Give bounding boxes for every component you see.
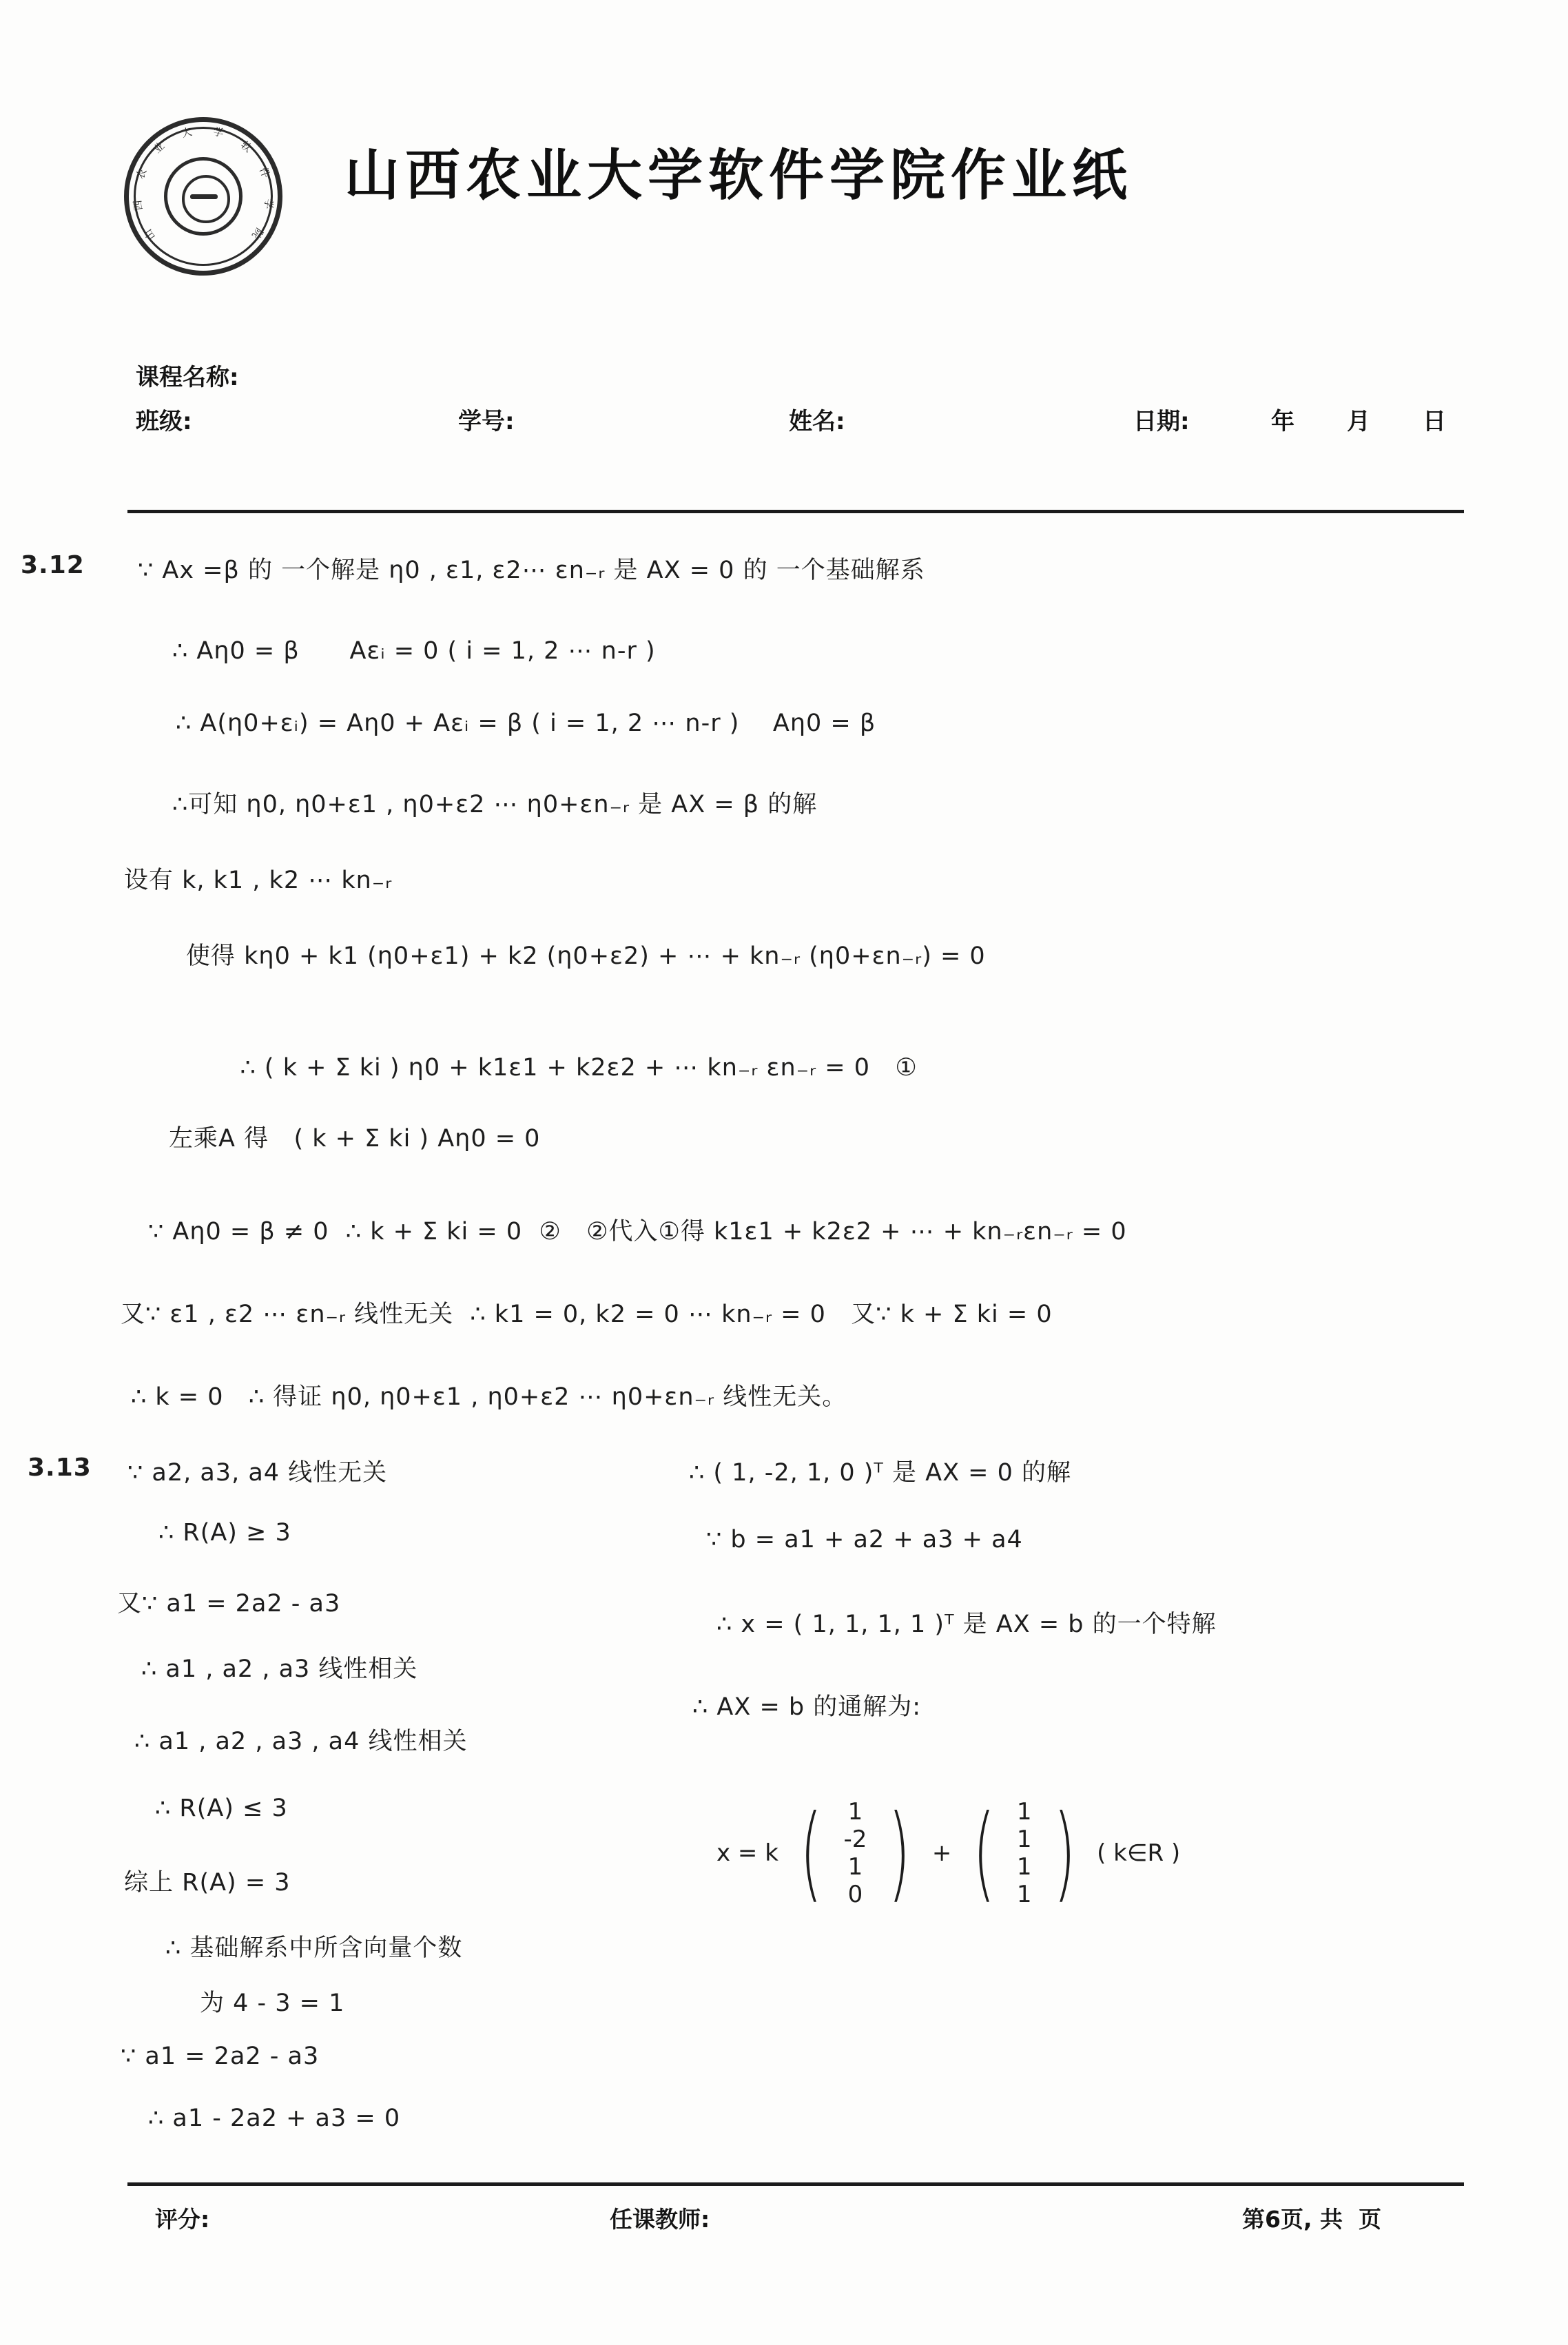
hw-313-left-line-4: ∴ a1 , a2 , a3 , a4 线性相关 bbox=[134, 1728, 468, 1755]
student-id-label: 学号: bbox=[458, 408, 515, 435]
vector1-entry-3: 0 bbox=[847, 1881, 863, 1909]
page-suffix: 页 bbox=[1359, 2206, 1381, 2233]
hw-312-line-1: ∴ Aη0 = β Aεᵢ = 0 ( i = 1, 2 ⋯ n-r ) bbox=[172, 637, 656, 665]
vector1-entry-1: -2 bbox=[843, 1826, 867, 1854]
general-solution-expression bbox=[716, 1793, 1181, 1914]
hw-312-line-8: ∵ Aη0 = β ≠ 0 ∴ k + Σ ki = 0 ② ②代入①得 k1ε1 + k2ε2 + ⋯ + kn₋ᵣεn₋ᵣ = 0 bbox=[148, 1218, 1127, 1246]
page-title: 山西农业大学软件学院作业纸 bbox=[344, 143, 1133, 207]
page-prefix: 第 bbox=[1242, 2206, 1266, 2233]
page-indicator bbox=[1242, 2202, 1381, 2234]
page-number: 6 bbox=[1265, 2206, 1281, 2233]
footer-divider bbox=[127, 2182, 1464, 2186]
date-month-label: 月 bbox=[1347, 408, 1370, 435]
hw-312-line-6-text: ∴ ( k + Σ ki ) η0 + k1ε1 + k2ε2 + ⋯ kn₋ᵣ εn₋ᵣ = 0 ① bbox=[240, 1054, 918, 1082]
right-paren-2-icon: ) bbox=[1053, 1793, 1075, 1914]
hw-313-left-line-2: 又∵ a1 = 2a2 - a3 bbox=[117, 1590, 341, 1618]
class-label: 班级: bbox=[136, 408, 192, 435]
hw-313-right-line-3: ∴ AX = b 的通解为: bbox=[692, 1693, 922, 1721]
hw-312-line-6 bbox=[207, 1026, 918, 1109]
hw-313-left-line-9: ∵ a1 = 2a2 - a3 bbox=[121, 2043, 320, 2070]
hw-313-right-line-2: ∴ x = ( 1, 1, 1, 1 )ᵀ 是 AX = b 的一个特解 bbox=[716, 1611, 1217, 1638]
hw-313-left-line-1: ∴ R(A) ≥ 3 bbox=[158, 1519, 291, 1547]
hw-312-line-9: 又∵ ε1 , ε2 ⋯ εn₋ᵣ 线性无关 ∴ k1 = 0, k2 = 0 ⋯ kn₋ᵣ = 0 又∵ k + Σ ki = 0 bbox=[121, 1301, 1053, 1328]
right-paren-1-icon: ) bbox=[888, 1793, 911, 1914]
hw-313-left-line-5: ∴ R(A) ≤ 3 bbox=[155, 1795, 288, 1822]
vector1-entry-2: 1 bbox=[847, 1853, 863, 1881]
university-seal-icon bbox=[124, 117, 282, 276]
hw-313-left-line-0: ∵ a2, a3, a4 线性无关 bbox=[127, 1459, 388, 1487]
vector2-entry-2: 1 bbox=[1016, 1853, 1032, 1881]
seal-arc-text: 山 西 农 业 大 学 软 件 学 院 bbox=[131, 125, 276, 242]
vector2-entry-1: 1 bbox=[1016, 1826, 1032, 1854]
date-year-label: 年 bbox=[1271, 408, 1294, 435]
page-footer bbox=[127, 2198, 1464, 2246]
hw-312-line-5: 使得 kη0 + k1 (η0+ε1) + k2 (η0+ε2) + ⋯ + kn₋ᵣ (η0+εn₋ᵣ) = 0 bbox=[186, 942, 986, 970]
problem-number-312: 3.12 bbox=[21, 551, 85, 579]
plus-sign: + bbox=[931, 1839, 952, 1868]
teacher-label: 任课教师: bbox=[610, 2206, 710, 2233]
page-header bbox=[0, 103, 1568, 303]
hw-312-line-0: ∵ Ax =β 的 一个解是 η0 , ε1, ε2⋯ εn₋ᵣ 是 AX = 0 的 一个基础解系 bbox=[138, 557, 925, 584]
meta-fields bbox=[127, 358, 1464, 446]
hw-313-left-line-3: ∴ a1 , a2 , a3 线性相关 bbox=[141, 1655, 418, 1683]
hw-312-line-10: ∴ k = 0 ∴ 得证 η0, η0+ε1 , η0+ε2 ⋯ η0+εn₋ᵣ 线性无关。 bbox=[131, 1383, 847, 1411]
date-day-label: 日 bbox=[1423, 408, 1446, 435]
vector1-entry-0: 1 bbox=[847, 1798, 863, 1826]
header-divider bbox=[127, 510, 1464, 513]
hw-313-left-line-7: ∴ 基础解系中所含向量个数 bbox=[165, 1934, 463, 1962]
hw-312-line-2: ∴ A(η0+εᵢ) = Aη0 + Aεᵢ = β ( i = 1, 2 ⋯ n-r ) Aη0 = β bbox=[176, 710, 876, 737]
hw-312-line-4: 设有 k, k1 , k2 ⋯ kn₋ᵣ bbox=[124, 867, 393, 894]
student-name-label: 姓名: bbox=[789, 408, 845, 435]
hw-312-line-3: ∴可知 η0, η0+ε1 , η0+ε2 ⋯ η0+εn₋ᵣ 是 AX = β 的解 bbox=[172, 791, 818, 818]
left-paren-1-icon: ( bbox=[800, 1793, 823, 1914]
date-label: 日期: bbox=[1133, 408, 1190, 435]
hw-313-left-line-10: ∴ a1 - 2a2 + a3 = 0 bbox=[148, 2105, 401, 2132]
hw-312-line-7: 左乘A 得 ( k + Σ ki ) Aη0 = 0 bbox=[169, 1125, 541, 1153]
meta-row-course bbox=[127, 358, 1464, 402]
score-label: 评分: bbox=[155, 2206, 210, 2233]
meta-row-identity bbox=[127, 402, 1464, 446]
vector2-entry-3: 1 bbox=[1016, 1881, 1032, 1909]
solution-prefix: x = k bbox=[716, 1839, 778, 1868]
hw-313-right-line-1: ∵ b = a1 + a2 + a3 + a4 bbox=[706, 1526, 1023, 1553]
course-name-label: 课程名称: bbox=[136, 364, 239, 391]
solution-suffix: ( k∈R ) bbox=[1097, 1839, 1181, 1868]
hw-313-right-line-0: ∴ ( 1, -2, 1, 0 )ᵀ 是 AX = 0 的解 bbox=[689, 1459, 1072, 1487]
hw-313-left-line-8: 为 4 - 3 = 1 bbox=[200, 1990, 345, 2017]
page-mid: 页, 共 bbox=[1280, 2206, 1343, 2233]
column-vector-2 bbox=[1017, 1798, 1032, 1908]
column-vector-1 bbox=[843, 1798, 867, 1908]
left-paren-2-icon: ( bbox=[973, 1793, 996, 1914]
hw-313-left-line-6: 综上 R(A) = 3 bbox=[124, 1869, 291, 1897]
vector2-entry-0: 1 bbox=[1016, 1798, 1032, 1826]
problem-number-313: 3.13 bbox=[28, 1454, 92, 1482]
